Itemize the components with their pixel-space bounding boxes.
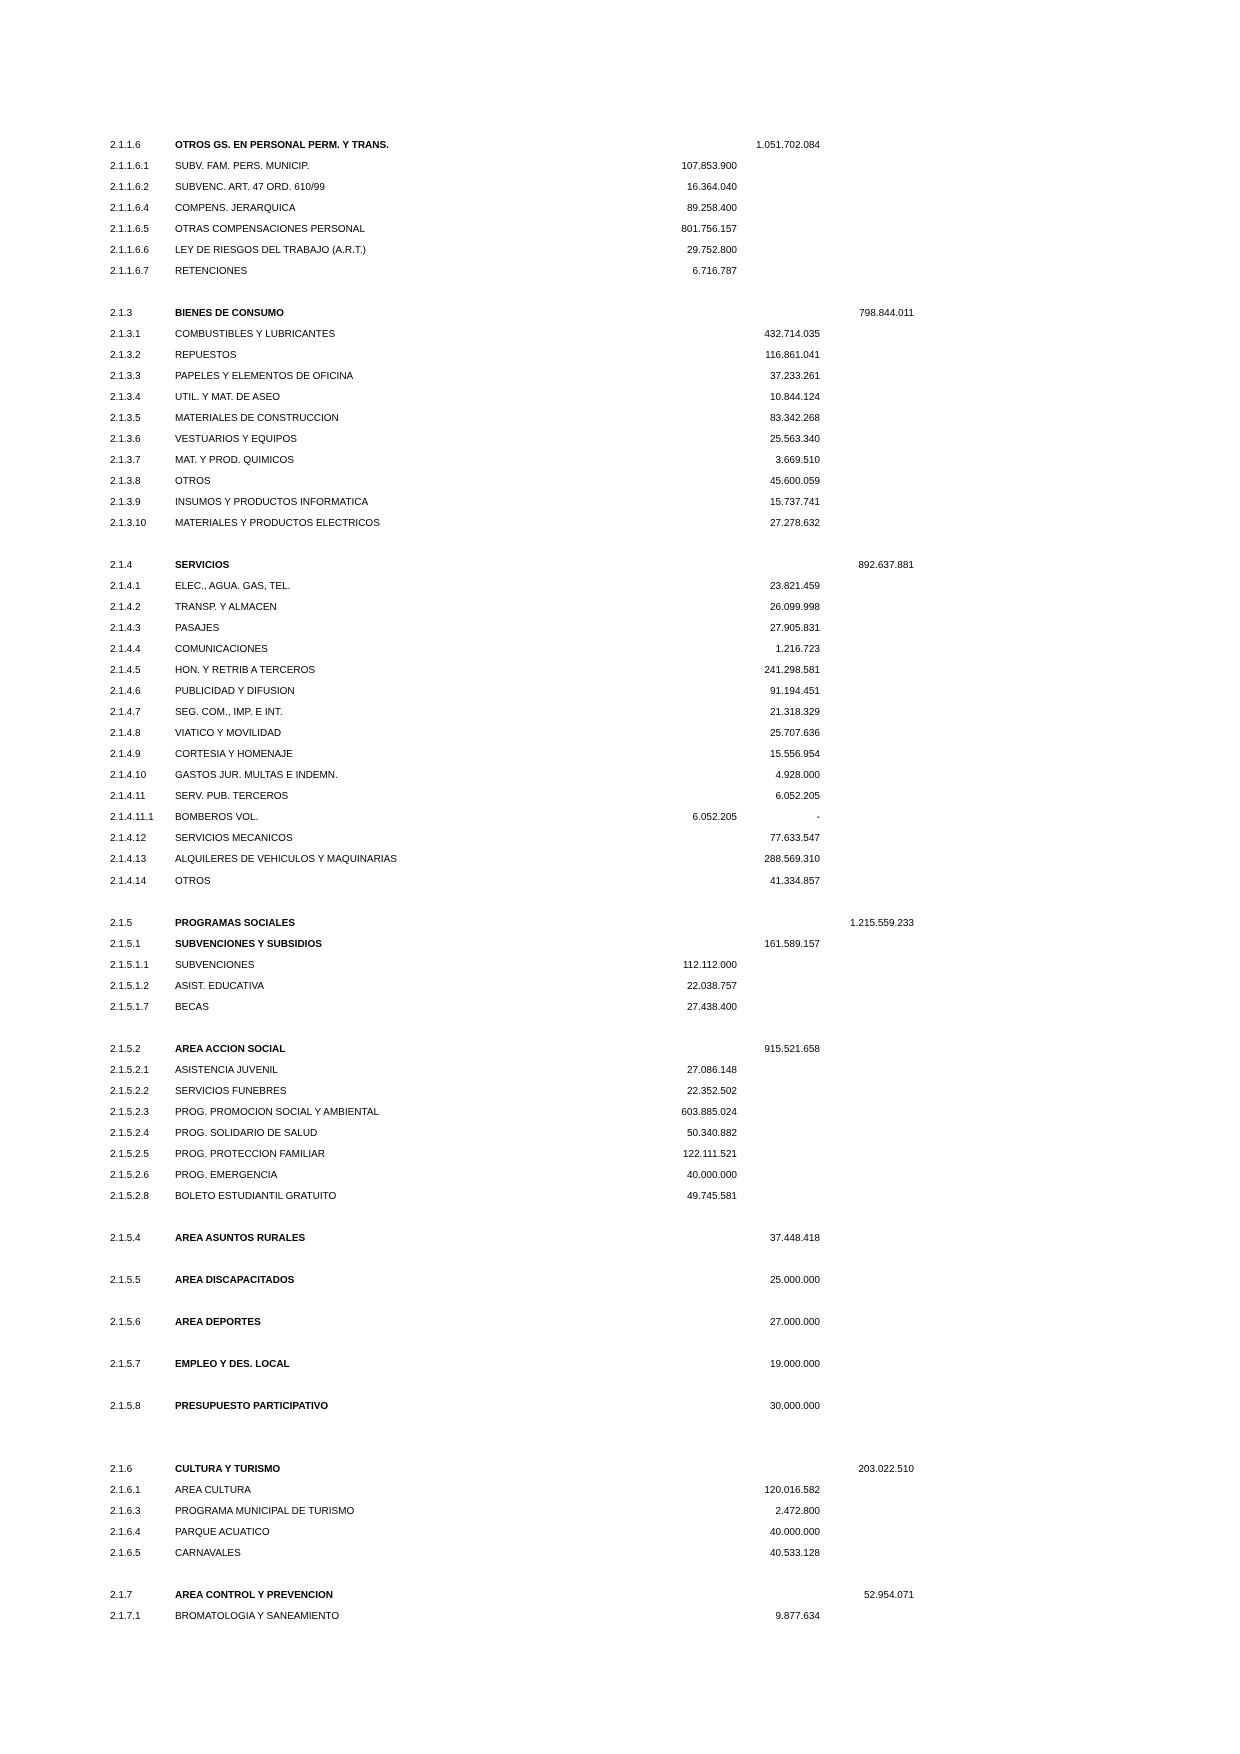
amount-subtotal: 2.472.800 (775, 1506, 820, 1517)
table-row (0, 410, 1240, 428)
account-code: 2.1.6.4 (110, 1527, 141, 1538)
account-code: 2.1.7 (110, 1590, 133, 1601)
account-description: LEY DE RIESGOS DEL TRABAJO (A.R.T.) (175, 245, 366, 256)
account-description: MAT. Y PROD. QUIMICOS (175, 455, 294, 466)
account-description: PROGRAMA MUNICIPAL DE TURISMO (175, 1506, 355, 1517)
amount-subtotal: 37.233.261 (769, 371, 820, 382)
amount-detail: 122.111.521 (682, 1149, 737, 1160)
account-code: 2.1.4.13 (110, 854, 147, 865)
account-description: PROG. PROMOCION SOCIAL Y AMBIENTAL (175, 1107, 380, 1118)
account-code: 2.1.4.7 (110, 707, 141, 718)
account-code: 2.1.1.6 (110, 140, 141, 151)
amount-subtotal: 25.707.636 (769, 728, 820, 739)
account-description: SUBVENC. ART. 47 ORD. 610/99 (175, 182, 325, 193)
amount-subtotal: 30.000.000 (769, 1401, 820, 1412)
account-code: 2.1.3.5 (110, 413, 141, 424)
account-code: 2.1.5.2.4 (110, 1128, 149, 1139)
table-row (0, 158, 1240, 176)
amount-subtotal: 432.714.035 (764, 329, 820, 340)
table-row (0, 788, 1240, 806)
table-row (0, 431, 1240, 449)
table-row (0, 1503, 1240, 1521)
account-description: BOLETO ESTUDIANTIL GRATUITO (175, 1191, 337, 1202)
account-code: 2.1.4.5 (110, 665, 141, 676)
amount-subtotal: 10.844.124 (769, 392, 820, 403)
table-row (0, 1272, 1240, 1290)
table-row (0, 1482, 1240, 1500)
amount-subtotal: 241.298.581 (764, 665, 820, 676)
account-description: AREA CULTURA (175, 1485, 251, 1496)
amount-detail: 6.052.205 (692, 812, 737, 823)
table-row (0, 1587, 1240, 1605)
account-code: 2.1.5.2.5 (110, 1149, 149, 1160)
table-row (0, 242, 1240, 260)
table-row (0, 1167, 1240, 1185)
account-description: PROG. SOLIDARIO DE SALUD (175, 1128, 318, 1139)
account-code: 2.1.3.8 (110, 476, 141, 487)
account-code: 2.1.3.2 (110, 350, 141, 361)
account-description: SERV. PUB. TERCEROS (175, 791, 289, 802)
amount-detail: 16.364.040 (686, 182, 737, 193)
table-row (0, 662, 1240, 680)
table-row (0, 221, 1240, 239)
amount-total: 1.215.559.233 (850, 918, 914, 929)
account-code: 2.1.1.6.7 (110, 266, 149, 277)
amount-subtotal: 19.000.000 (769, 1359, 820, 1370)
account-description: AREA ACCION SOCIAL (175, 1044, 286, 1055)
account-description: PROG. EMERGENCIA (175, 1170, 278, 1181)
table-row (0, 494, 1240, 512)
table-row (0, 368, 1240, 386)
amount-subtotal: 40.000.000 (769, 1527, 820, 1538)
account-code: 2.1.4.4 (110, 644, 141, 655)
account-code: 2.1.3.6 (110, 434, 141, 445)
amount-detail: 107.853.900 (681, 161, 737, 172)
table-row (0, 1125, 1240, 1143)
amount-subtotal: 27.905.831 (769, 623, 820, 634)
table-row (0, 1545, 1240, 1563)
amount-subtotal: 37.448.418 (769, 1233, 820, 1244)
amount-subtotal: 25.000.000 (769, 1275, 820, 1286)
amount-subtotal: 26.099.998 (769, 602, 820, 613)
table-row (0, 978, 1240, 996)
account-description: RETENCIONES (175, 266, 248, 277)
account-description: OTROS (175, 876, 211, 887)
table-row (0, 326, 1240, 344)
account-description: AREA DISCAPACITADOS (175, 1275, 295, 1286)
account-description: PAPELES Y ELEMENTOS DE OFICINA (175, 371, 354, 382)
table-row (0, 767, 1240, 785)
account-code: 2.1.7.1 (110, 1611, 141, 1622)
amount-subtotal: 77.633.547 (769, 833, 820, 844)
table-row (0, 746, 1240, 764)
amount-subtotal: 40.533.128 (769, 1548, 820, 1559)
account-description: INSUMOS Y PRODUCTOS INFORMATICA (175, 497, 369, 508)
account-description: ASISTENCIA JUVENIL (175, 1065, 278, 1076)
account-code: 2.1.3.3 (110, 371, 141, 382)
amount-subtotal: 15.556.954 (769, 749, 820, 760)
account-code: 2.1.4.3 (110, 623, 141, 634)
amount-detail: 6.716.787 (692, 266, 737, 277)
account-code: 2.1.6.5 (110, 1548, 141, 1559)
table-row (0, 578, 1240, 596)
table-row (0, 1188, 1240, 1206)
amount-subtotal: 91.194.451 (769, 686, 820, 697)
account-code: 2.1.5.2 (110, 1044, 141, 1055)
account-description: MATERIALES Y PRODUCTOS ELECTRICOS (175, 518, 380, 529)
account-description: VESTUARIOS Y EQUIPOS (175, 434, 297, 445)
account-code: 2.1.5.2.2 (110, 1086, 149, 1097)
amount-subtotal: 1.216.723 (775, 644, 820, 655)
table-row (0, 725, 1240, 743)
amount-subtotal: 45.600.059 (769, 476, 820, 487)
table-row (0, 179, 1240, 197)
table-row (0, 137, 1240, 155)
account-description: AREA ASUNTOS RURALES (175, 1233, 306, 1244)
account-description: PROG. PROTECCION FAMILIAR (175, 1149, 326, 1160)
table-row (0, 1083, 1240, 1101)
account-code: 2.1.4.12 (110, 833, 147, 844)
account-description: COMPENS. JERARQUICA (175, 203, 296, 214)
table-row (0, 305, 1240, 323)
account-code: 2.1.5.6 (110, 1317, 141, 1328)
table-row (0, 915, 1240, 933)
account-code: 2.1.4.11.1 (110, 812, 154, 823)
amount-subtotal: 1.051.702.084 (756, 140, 820, 151)
account-description: CULTURA Y TURISMO (175, 1464, 281, 1475)
amount-subtotal: 83.342.268 (769, 413, 820, 424)
table-row (0, 873, 1240, 891)
table-row (0, 1356, 1240, 1374)
account-description: MATERIALES DE CONSTRUCCION (175, 413, 339, 424)
table-row (0, 515, 1240, 533)
account-code: 2.1.5.1.1 (110, 960, 149, 971)
account-description: REPUESTOS (175, 350, 237, 361)
amount-total: 892.637.881 (858, 560, 914, 571)
account-code: 2.1.6.1 (110, 1485, 141, 1496)
account-description: BOMBEROS VOL. (175, 812, 259, 823)
table-row (0, 389, 1240, 407)
amount-subtotal: 41.334.857 (769, 876, 820, 887)
table-row (0, 473, 1240, 491)
amount-subtotal: 27.000.000 (769, 1317, 820, 1328)
table-row (0, 1608, 1240, 1626)
account-description: SUBVENCIONES (175, 960, 255, 971)
account-description: HON. Y RETRIB A TERCEROS (175, 665, 316, 676)
amount-subtotal: 116.861.041 (765, 350, 820, 361)
table-row (0, 347, 1240, 365)
amount-detail: 27.086.148 (686, 1065, 737, 1076)
account-description: SUBVENCIONES Y SUBSIDIOS (175, 939, 322, 950)
amount-detail: 801.756.157 (681, 224, 737, 235)
table-row (0, 1104, 1240, 1122)
account-code: 2.1.5.8 (110, 1401, 141, 1412)
table-row (0, 599, 1240, 617)
account-code: 2.1.4.6 (110, 686, 141, 697)
amount-detail: 22.038.757 (686, 981, 737, 992)
table-row (0, 1146, 1240, 1164)
account-description: SUBV. FAM. PERS. MUNICIP. (175, 161, 310, 172)
account-code: 2.1.3.7 (110, 455, 141, 466)
account-description: AREA CONTROL Y PREVENCION (175, 1590, 333, 1601)
table-row (0, 620, 1240, 638)
table-row (0, 957, 1240, 975)
account-description: BIENES DE CONSUMO (175, 308, 284, 319)
account-description: PROGRAMAS SOCIALES (175, 918, 296, 929)
account-description: PRESUPUESTO PARTICIPATIVO (175, 1401, 329, 1412)
account-description: BROMATOLOGIA Y SANEAMIENTO (175, 1611, 340, 1622)
account-code: 2.1.5.2.8 (110, 1191, 149, 1202)
amount-total: 203.022.510 (858, 1464, 914, 1475)
amount-subtotal: 27.278.632 (769, 518, 820, 529)
account-description: SERVICIOS MECANICOS (175, 833, 293, 844)
account-description: PARQUE ACUATICO (175, 1527, 270, 1538)
table-row (0, 1230, 1240, 1248)
table-row (0, 1041, 1240, 1059)
amount-subtotal: 15.737.741 (769, 497, 820, 508)
account-code: 2.1.4.8 (110, 728, 141, 739)
account-code: 2.1.5.1.2 (110, 981, 149, 992)
account-code: 2.1.3.10 (110, 518, 147, 529)
account-code: 2.1.1.6.2 (110, 182, 149, 193)
account-code: 2.1.5.2.6 (110, 1170, 149, 1181)
account-description: SEG. COM., IMP. E INT. (175, 707, 283, 718)
table-row (0, 1461, 1240, 1479)
account-description: PASAJES (175, 623, 220, 634)
amount-total: 52.954.071 (863, 1590, 914, 1601)
account-code: 2.1.5.2.3 (110, 1107, 149, 1118)
account-code: 2.1.6.3 (110, 1506, 141, 1517)
account-description: BECAS (175, 1002, 209, 1013)
account-code: 2.1.4.10 (110, 770, 147, 781)
account-description: TRANSP. Y ALMACEN (175, 602, 277, 613)
amount-subtotal: 3.669.510 (775, 455, 820, 466)
account-description: ALQUILERES DE VEHICULOS Y MAQUINARIAS (175, 854, 397, 865)
amount-detail: 50.340.882 (686, 1128, 737, 1139)
account-description: EMPLEO Y DES. LOCAL (175, 1359, 290, 1370)
account-description: AREA DEPORTES (175, 1317, 261, 1328)
table-row (0, 1398, 1240, 1416)
amount-subtotal: 25.563.340 (769, 434, 820, 445)
table-row (0, 999, 1240, 1017)
account-description: PUBLICIDAD Y DIFUSION (175, 686, 295, 697)
amount-detail: 112.112.000 (682, 960, 737, 971)
table-row (0, 1314, 1240, 1332)
account-description: OTROS (175, 476, 211, 487)
account-code: 2.1.5.7 (110, 1359, 141, 1370)
account-code: 2.1.1.6.1 (110, 161, 149, 172)
table-row (0, 683, 1240, 701)
account-code: 2.1.3 (110, 308, 133, 319)
amount-subtotal: 4.928.000 (775, 770, 820, 781)
amount-subtotal: 120.016.582 (764, 1485, 820, 1496)
table-row (0, 1524, 1240, 1542)
account-code: 2.1.5.1 (110, 939, 141, 950)
amount-detail: 27.438.400 (686, 1002, 737, 1013)
account-code: 2.1.5.1.7 (110, 1002, 149, 1013)
account-code: 2.1.1.6.4 (110, 203, 149, 214)
table-row (0, 851, 1240, 869)
table-row (0, 452, 1240, 470)
table-row (0, 830, 1240, 848)
amount-subtotal: 23.821.459 (769, 581, 820, 592)
table-row (0, 809, 1240, 827)
amount-subtotal: 9.877.634 (775, 1611, 820, 1622)
account-description: SERVICIOS (175, 560, 230, 571)
amount-detail: 603.885.024 (681, 1107, 737, 1118)
table-row (0, 641, 1240, 659)
account-description: SERVICIOS FUNEBRES (175, 1086, 287, 1097)
amount-subtotal: - (816, 812, 820, 823)
account-code: 2.1.4.1 (110, 581, 141, 592)
table-row (0, 1062, 1240, 1080)
table-row (0, 263, 1240, 281)
account-code: 2.1.5 (110, 918, 133, 929)
account-description: UTIL. Y MAT. DE ASEO (175, 392, 281, 403)
account-code: 2.1.3.9 (110, 497, 141, 508)
amount-detail: 49.745.581 (686, 1191, 737, 1202)
account-code: 2.1.3.4 (110, 392, 141, 403)
account-description: VIATICO Y MOVILIDAD (175, 728, 282, 739)
account-description: CARNAVALES (175, 1548, 241, 1559)
account-code: 2.1.5.5 (110, 1275, 141, 1286)
account-code: 2.1.5.2.1 (110, 1065, 149, 1076)
account-code: 2.1.1.6.5 (110, 224, 149, 235)
account-description: ASIST. EDUCATIVA (175, 981, 265, 992)
account-code: 2.1.4.2 (110, 602, 141, 613)
table-row (0, 704, 1240, 722)
amount-subtotal: 915.521.658 (764, 1044, 820, 1055)
account-description: CORTESIA Y HOMENAJE (175, 749, 293, 760)
amount-detail: 22.352.502 (686, 1086, 737, 1097)
table-row (0, 936, 1240, 954)
amount-detail: 40.000.000 (686, 1170, 737, 1181)
account-code: 2.1.4 (110, 560, 133, 571)
amount-subtotal: 21.318.329 (769, 707, 820, 718)
table-row (0, 200, 1240, 218)
account-code: 2.1.4.14 (110, 876, 147, 887)
amount-subtotal: 6.052.205 (775, 791, 820, 802)
account-description: ELEC., AGUA. GAS, TEL. (175, 581, 291, 592)
amount-subtotal: 161.589.157 (764, 939, 820, 950)
account-code: 2.1.4.11 (110, 791, 146, 802)
account-code: 2.1.3.1 (110, 329, 141, 340)
account-code: 2.1.1.6.6 (110, 245, 149, 256)
account-description: OTROS GS. EN PERSONAL PERM. Y TRANS. (175, 140, 389, 151)
account-description: OTRAS COMPENSACIONES PERSONAL (175, 224, 366, 235)
amount-detail: 29.752.800 (686, 245, 737, 256)
amount-detail: 89.258.400 (686, 203, 737, 214)
table-row (0, 557, 1240, 575)
account-code: 2.1.5.4 (110, 1233, 141, 1244)
account-description: COMUNICACIONES (175, 644, 268, 655)
amount-subtotal: 288.569.310 (764, 854, 820, 865)
account-description: GASTOS JUR. MULTAS E INDEMN. (175, 770, 338, 781)
amount-total: 798.844.011 (859, 308, 914, 319)
account-description: COMBUSTIBLES Y LUBRICANTES (175, 329, 336, 340)
account-code: 2.1.6 (110, 1464, 133, 1475)
account-code: 2.1.4.9 (110, 749, 141, 760)
